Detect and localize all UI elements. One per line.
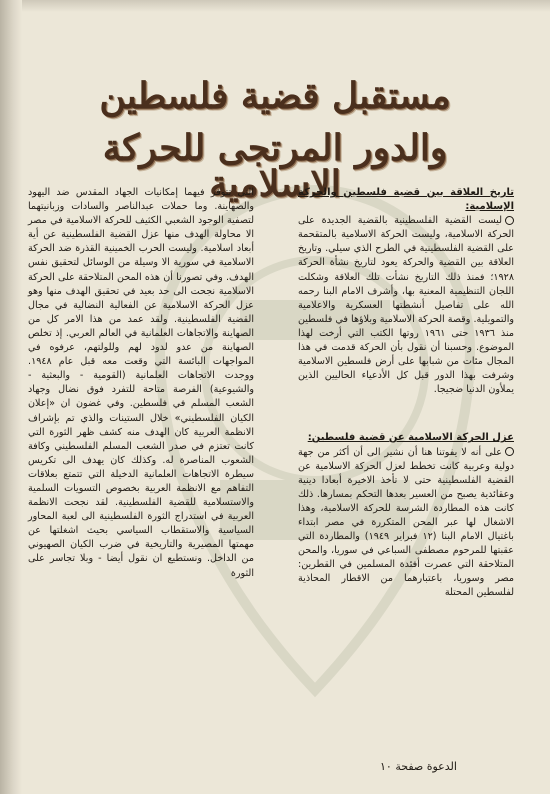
section-heading-history: تاريخ العلاقة بين قضية فلسطين والحركة الإسلامية: bbox=[298, 187, 514, 213]
left-text-column bbox=[28, 186, 254, 581]
section-paragraph-isolation: على أنه لا يفوتنا هنا أن نشير الى أن أكثر من جهة دولية وعربية كانت تخطط لعزل الحركة الاسلامية عن القضية الفلسطينية حتى لا تأخذ الاخيرة أبعادا دينية وعقائدية يصبح من العسير بعدها التحكم بمسارها. ذلك كانت هذه المطاردة الشرسة للحركة الاسلامية، وهذا الاشغال لها عبر المحن المتكررة في مصر ابتداء باغتيال الامام البنا (١٢ فبراير ١٩٤٩) والمطاردة التي عقبتها للمرحوم مصطفى السباعي في سوريا، والمحن المتلاحقة التي عصرت أفئدة المسلمين في القطرين: مصر وسوريا، باعتبارهما من الاقطار المحاذية لفلسطين المحتلة bbox=[298, 446, 514, 599]
article-title-line-1: مستقبل قضية فلسطين bbox=[99, 75, 451, 117]
bullet-icon bbox=[505, 447, 514, 456]
left-column-paragraph: التي تتوفر فيهما إمكانيات الجهاد المقدس ضد اليهود والصهاينة. وما حملات عبدالناصر والسادات وزبانيتهما لتصفية الوجود الشعبي الكثيف للحركة الاسلامية في مصر الا محاولة الهدف منها عزل القضية الفلسطينية عن أية أبعاد اسلامية. وليست الحرب الخمينية القذرة ضد الحركة الاسلامية في سورية الا وسيلة من الوسائل لتحقيق نفس الهدف. وفي تصورنا أن هذه المحن المتلاحقة على الحركة الاسلامية نجحت الى حد بعيد في تحقيق الهدف منها وهو عزل الحركة الاسلامية عن الفعالية النضالية في مجال القضية الفلسطينية. ولقد عمد من هذا الامر كل من الصهاينة والاتجاهات العلمانية في العالم العربي. إذ تخلص الصهاينة من عدو لدود لهم وللولتهم، عرفوه في المواجهات البائسة التي وقعت معه قبل عام ١٩٤٨. ووجدت الاتجاهات العلمانية (القومية - والبعثية - والشيوعية) الفرصة متاحة للتفرد فوق نضال وجهاد الشعب المسلم في فلسطين. وفي غضون ان «إعلان الكيان الفلسطيني» خلال الستينات والذي تم بإشراف الانظمة العربية كان الهدف منه كشف ظهر الثورة التي كانت تعتزم في صدر الشعب المسلم الفلسطيني وكافة الشعوب المناصرة له. وكذلك كان يهدف الى تكريس سيطرة الاتجاهات العلمانية الدخيلة التي تتمتع بعلاقات التفاهم مع الانظمة العربية بخصوص التسويات السلمية والاستسلامية للقضية الفلسطينية. لقد نجحت الانظمة العربية في استدراج الثورة الفلسطينية الى لعبة المحاور السياسية والاستقطاب السياسي بحيث اشغلتها عن مهمتها المصيرية والتاريخية في ضرب الكيان الصهيوني من الداخل. ونستطيع ان نقول أيضا - وبلا تجاسر على الثورة bbox=[28, 187, 254, 579]
article-title-line-2: والدور المرتجى للحركة الاسلامية bbox=[102, 127, 448, 205]
page-footer: الدعوة صفحة ١٠ bbox=[380, 760, 457, 773]
section-paragraph-history: ليست القضية الفلسطينية بالقضية الجديدة على الحركة الاسلامية، وليست الحركة الاسلامية بالمتقحمة على القضية الفلسطينية في الطرح الذي سيلي. وتاريخ العلاقة بين القضية والحركة يعود لتاريخ نشأة الحركة ١٩٢٨؛ فمنذ ذلك التاريخ نشأت تلك العلاقة وشكلت اللجان التنظيمية المعنية بها، وأشرف الامام البنا رحمه الله على تفاصيل أنشطتها العسكرية والاعلامية والتمويلية. وقصة الحركة الاسلامية وبلاؤها في فلسطين منذ ١٩٣٦ حتى ١٩٦١ روتها الكتب التي أرخت لهذا الموضوع. وحسبنا أن نقول بأن الحركة قدمت في هذا المجال مئات من شبابها على أرض فلسطين الاسلامية وشرفت بهذا الدور قبل كل الأدعياء الحاليين الذين يملأون الدنيا ضجيجا. bbox=[297, 215, 514, 396]
right-text-column bbox=[298, 186, 514, 601]
bullet-icon bbox=[505, 216, 514, 225]
scan-shadow-top bbox=[0, 0, 550, 12]
scan-shadow-left bbox=[0, 0, 22, 794]
section-heading-isolation: عزل الحركة الاسلامية عن قضية فلسطين: bbox=[307, 432, 514, 444]
